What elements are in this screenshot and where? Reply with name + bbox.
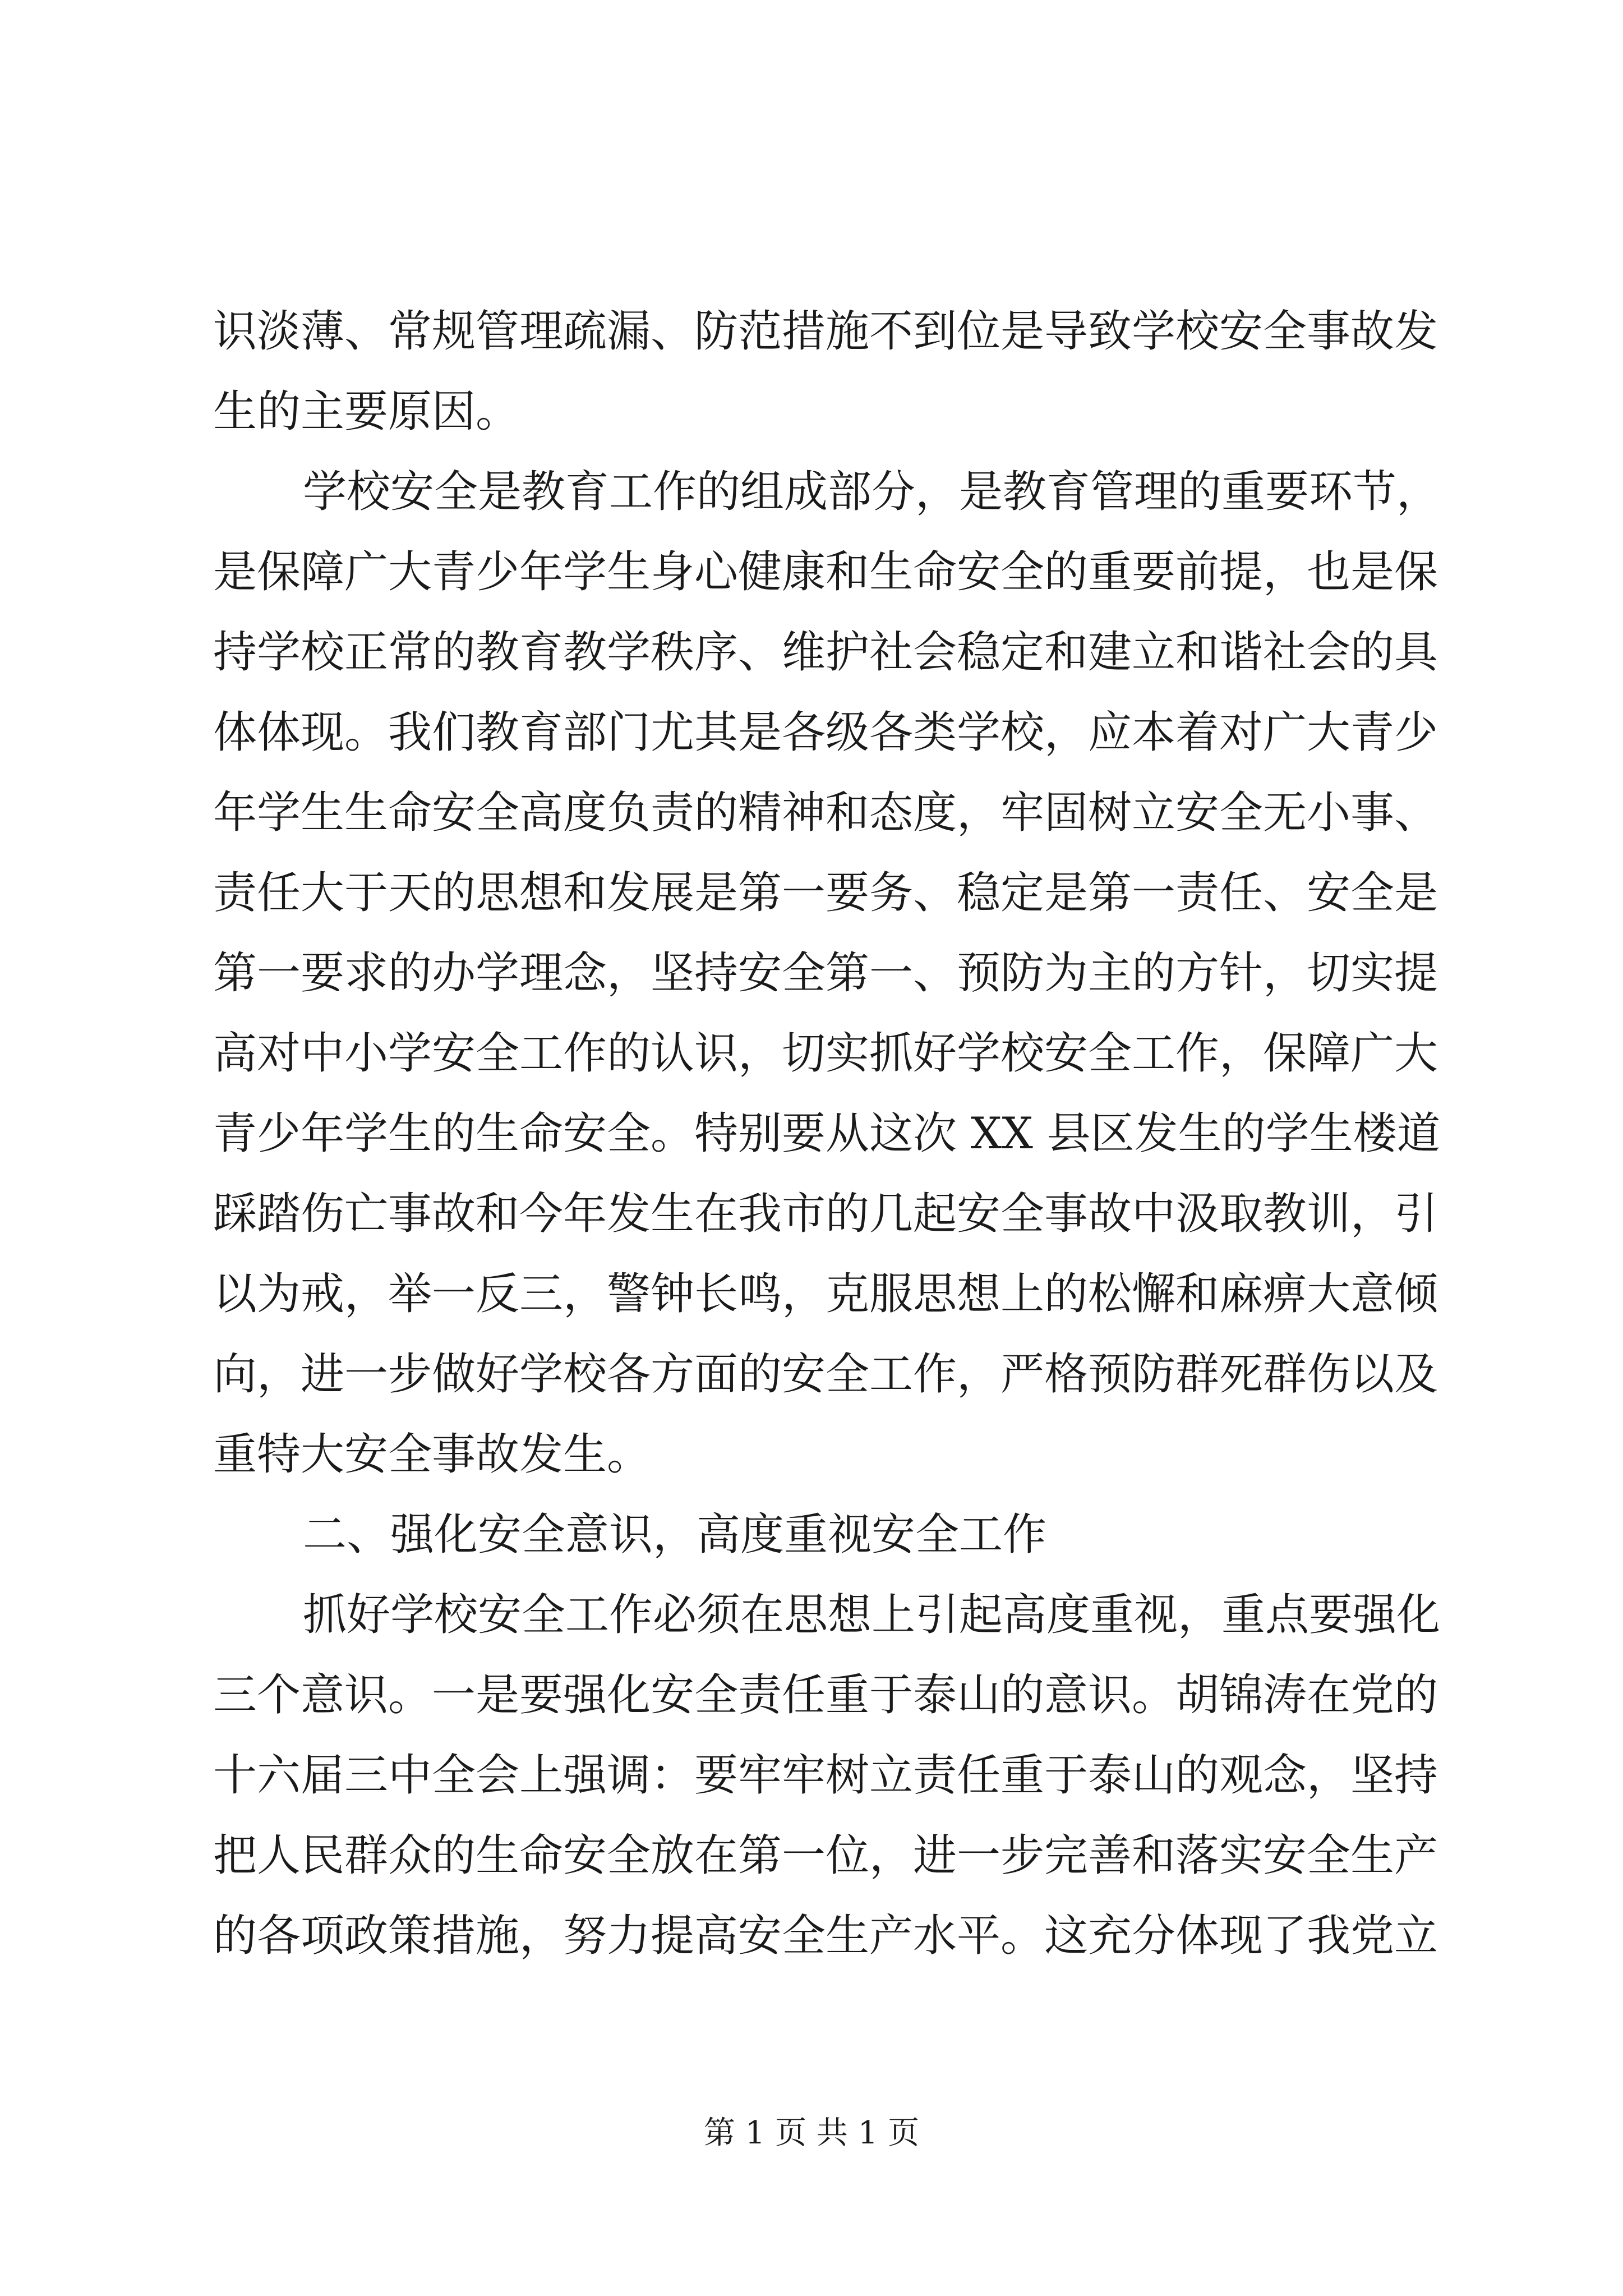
text-line: 青少年学生的生命安全。特别要从这次 XX 县区发生的学生楼道 <box>213 1108 1441 1159</box>
text-line: 学校安全是教育工作的组成部分，是教育管理的重要环节， <box>303 467 1441 517</box>
text-line: 体体现。我们教育部门尤其是各级各类学校，应本着对广大青少 <box>213 707 1438 758</box>
text-line: 责任大于天的思想和发展是第一要务、稳定是第一责任、安全是 <box>213 868 1438 918</box>
page-number-footer: 第 1 页 共 1 页 <box>703 2115 920 2151</box>
text-line: 重特大安全事故发生。 <box>213 1429 651 1480</box>
text-line: 抓好学校安全工作必须在思想上引起高度重视，重点要强化 <box>303 1590 1441 1640</box>
section-heading: 二、强化安全意识，高度重视安全工作 <box>303 1510 1047 1560</box>
text-line: 三个意识。一是要强化安全责任重于泰山的意识。胡锦涛在党的 <box>213 1670 1438 1720</box>
text-line: 踩踏伤亡事故和今年发生在我市的几起安全事故中汲取教训，引 <box>213 1189 1438 1239</box>
text-line: 生的主要原因。 <box>213 386 520 437</box>
text-line: 第一要求的办学理念，坚持安全第一、预防为主的方针，切实提 <box>213 948 1438 999</box>
text-line: 向，进一步做好学校各方面的安全工作，严格预防群死群伤以及 <box>213 1349 1438 1400</box>
document-body <box>213 292 1441 1976</box>
text-line: 把人民群众的生命安全放在第一位，进一步完善和落实安全生产 <box>213 1830 1438 1881</box>
text-line: 的各项政策措施，努力提高安全生产水平。这充分体现了我党立 <box>213 1911 1438 1961</box>
text-line: 年学生生命安全高度负责的精神和态度，牢固树立安全无小事、 <box>213 788 1438 838</box>
text-line: 是保障广大青少年学生身心健康和生命安全的重要前提，也是保 <box>213 547 1438 597</box>
text-line: 持学校正常的教育教学秩序、维护社会稳定和建立和谐社会的具 <box>213 627 1438 678</box>
text-line: 识淡薄、常规管理疏漏、防范措施不到位是导致学校安全事故发 <box>213 306 1438 357</box>
text-line: 以为戒，举一反三，警钟长鸣，克服思想上的松懈和麻痹大意倾 <box>213 1269 1438 1319</box>
text-line: 十六届三中全会上强调：要牢牢树立责任重于泰山的观念，坚持 <box>213 1750 1438 1801</box>
text-line: 高对中小学安全工作的认识，切实抓好学校安全工作，保障广大 <box>213 1028 1438 1079</box>
